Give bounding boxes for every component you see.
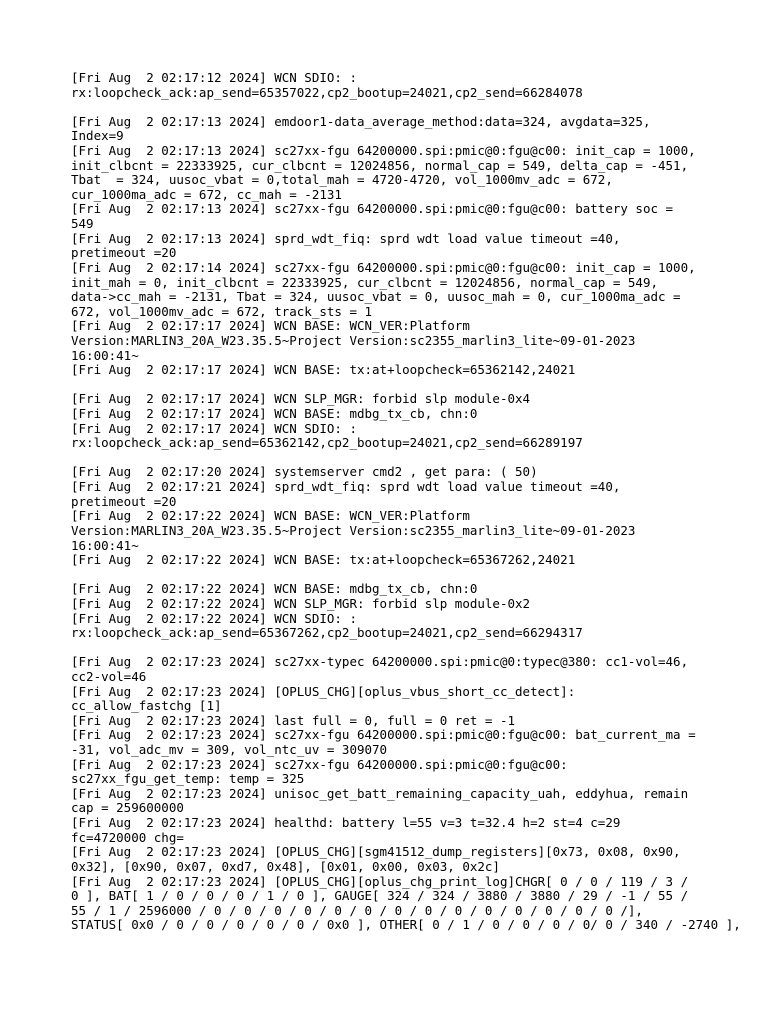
log-line: [Fri Aug 2 02:17:23 2024] sc27xx-typec 64200000.spi:pmic@0:typec@380: cc1-vol=46, [71, 654, 689, 670]
log-line: -31, vol_adc_mv = 309, vol_ntc_uv = 309070 [71, 742, 388, 758]
log-line: [Fri Aug 2 02:17:13 2024] sc27xx-fgu 64200000.spi:pmic@0:fgu@c00: battery soc = [71, 201, 674, 217]
log-line: 0 ], BAT[ 1 / 0 / 0 / 0 / 1 / 0 ], GAUGE[ 324 / 324 / 3880 / 3880 / 29 / -1 / 55 / [71, 888, 689, 904]
log-line: 55 / 1 / 2596000 / 0 / 0 / 0 / 0 / 0 / 0 / 0 / 0 / 0 / 0 / 0 / 0 / 0 / 0 /], [71, 902, 643, 918]
log-line: [Fri Aug 2 02:17:23 2024] sc27xx-fgu 64200000.spi:pmic@0:fgu@c00: bat_current_ma = [71, 727, 696, 743]
log-blank-line [71, 100, 711, 115]
log-line: [Fri Aug 2 02:17:22 2024] WCN BASE: WCN_VER:Platform [71, 508, 470, 524]
log-line: [Fri Aug 2 02:17:14 2024] sc27xx-fgu 64200000.spi:pmic@0:fgu@c00: init_cap = 1000, [71, 259, 696, 275]
log-line: init_clbcnt = 22333925, cur_clbcnt = 12024856, normal_cap = 549, delta_cap = -451, [71, 157, 689, 173]
log-line: cur_1000ma_adc = 672, cc_mah = -2131 [71, 186, 342, 202]
log-line: [Fri Aug 2 02:17:23 2024] healthd: battery l=55 v=3 t=32.4 h=2 st=4 c=29 [71, 815, 621, 831]
log-line: [Fri Aug 2 02:17:23 2024] last full = 0, full = 0 ret = -1 [71, 712, 516, 728]
log-line: pretimeout =20 [71, 245, 177, 261]
log-line: [Fri Aug 2 02:17:12 2024] WCN SDIO: : [71, 70, 357, 85]
log-line: Version:MARLIN3_20A_W23.35.5~Project Version:sc2355_marlin3_lite~09-01-2023 [71, 332, 636, 348]
log-line: [Fri Aug 2 02:17:22 2024] WCN BASE: mdbg_tx_cb, chn:0 [71, 581, 478, 597]
log-line: 16:00:41~ [71, 537, 139, 553]
log-line: Index=9 [71, 128, 124, 144]
log-line: rx:loopcheck_ack:ap_send=65357022,cp2_bootup=24021,cp2_send=66284078 [71, 84, 583, 100]
log-line: [Fri Aug 2 02:17:20 2024] systemserver cmd2 , get para: ( 50) [71, 464, 538, 480]
log-line: [Fri Aug 2 02:17:13 2024] emdoor1-data_average_method:data=324, avgdata=325, [71, 113, 651, 129]
log-line: [Fri Aug 2 02:17:17 2024] WCN BASE: WCN_VER:Platform [71, 318, 470, 334]
log-line: STATUS[ 0x0 / 0 / 0 / 0 / 0 / 0 / 0x0 ], OTHER[ 0 / 1 / 0 / 0 / 0 / 0/ 0 / 340 / -2740 ], [71, 917, 741, 933]
log-line: 16:00:41~ [71, 347, 139, 363]
log-line: [Fri Aug 2 02:17:23 2024] unisoc_get_batt_remaining_capacity_uah, eddyhua, remain [71, 785, 689, 801]
log-line: pretimeout =20 [71, 493, 177, 509]
log-line: [Fri Aug 2 02:17:17 2024] WCN SLP_MGR: forbid slp module-0x4 [71, 391, 531, 407]
log-line: [Fri Aug 2 02:17:23 2024] [OPLUS_CHG][oplus_vbus_short_cc_detect]: [71, 683, 576, 699]
log-line: Version:MARLIN3_20A_W23.35.5~Project Version:sc2355_marlin3_lite~09-01-2023 [71, 522, 636, 538]
log-line: [Fri Aug 2 02:17:13 2024] sc27xx-fgu 64200000.spi:pmic@0:fgu@c00: init_cap = 1000, [71, 143, 696, 159]
log-blank-line [71, 641, 711, 656]
log-line: [Fri Aug 2 02:17:22 2024] WCN SDIO: : [71, 610, 357, 626]
log-blank-line [71, 378, 711, 393]
log-line: rx:loopcheck_ack:ap_send=65362142,cp2_bootup=24021,cp2_send=66289197 [71, 435, 583, 451]
log-blank-line [71, 451, 711, 466]
log-line: 672, vol_1000mv_adc = 672, track_sts = 1 [71, 303, 373, 319]
log-line: [Fri Aug 2 02:17:17 2024] WCN BASE: mdbg_tx_cb, chn:0 [71, 406, 478, 422]
log-line: 549 [71, 216, 94, 232]
log-line: 0x32], [0x90, 0x07, 0xd7, 0x48], [0x01, 0x00, 0x03, 0x2c] [71, 858, 500, 874]
log-line: [Fri Aug 2 02:17:13 2024] sprd_wdt_fiq: sprd wdt load value timeout =40, [71, 230, 621, 246]
log-line: fc=4720000 chg= [71, 829, 184, 845]
log-line: data->cc_mah = -2131, Tbat = 324, uusoc_vbat = 0, uusoc_mah = 0, cur_1000ma_adc = [71, 289, 681, 305]
log-line: cap = 259600000 [71, 800, 184, 816]
log-blank-line [71, 568, 711, 583]
log-line: init_mah = 0, init_clbcnt = 22333925, cur_clbcnt = 12024856, normal_cap = 549, [71, 274, 658, 290]
log-line: cc_allow_fastchg [1] [71, 698, 222, 714]
log-line: Tbat = 324, uusoc_vbat = 0,total_mah = 4720-4720, vol_1000mv_adc = 672, [71, 172, 613, 188]
log-line: [Fri Aug 2 02:17:17 2024] WCN BASE: tx:at+loopcheck=65362142,24021 [71, 362, 576, 378]
log-line: [Fri Aug 2 02:17:21 2024] sprd_wdt_fiq: sprd wdt load value timeout =40, [71, 479, 621, 495]
log-line: [Fri Aug 2 02:17:22 2024] WCN BASE: tx:at+loopcheck=65367262,24021 [71, 552, 576, 568]
log-line: [Fri Aug 2 02:17:23 2024] [OPLUS_CHG][oplus_chg_print_log]CHGR[ 0 / 0 / 119 / 3 / [71, 873, 689, 889]
log-line: rx:loopcheck_ack:ap_send=65367262,cp2_bootup=24021,cp2_send=66294317 [71, 625, 583, 641]
log-line: cc2-vol=46 [71, 668, 147, 684]
log-line: [Fri Aug 2 02:17:23 2024] [OPLUS_CHG][sgm41512_dump_registers][0x73, 0x08, 0x90, [71, 844, 681, 860]
log-line: [Fri Aug 2 02:17:22 2024] WCN SLP_MGR: forbid slp module-0x2 [71, 595, 531, 611]
log-document [71, 70, 741, 933]
log-line: sc27xx_fgu_get_temp: temp = 325 [71, 771, 305, 787]
log-line: [Fri Aug 2 02:17:17 2024] WCN SDIO: : [71, 420, 357, 436]
log-line: [Fri Aug 2 02:17:23 2024] sc27xx-fgu 64200000.spi:pmic@0:fgu@c00: [71, 756, 568, 772]
